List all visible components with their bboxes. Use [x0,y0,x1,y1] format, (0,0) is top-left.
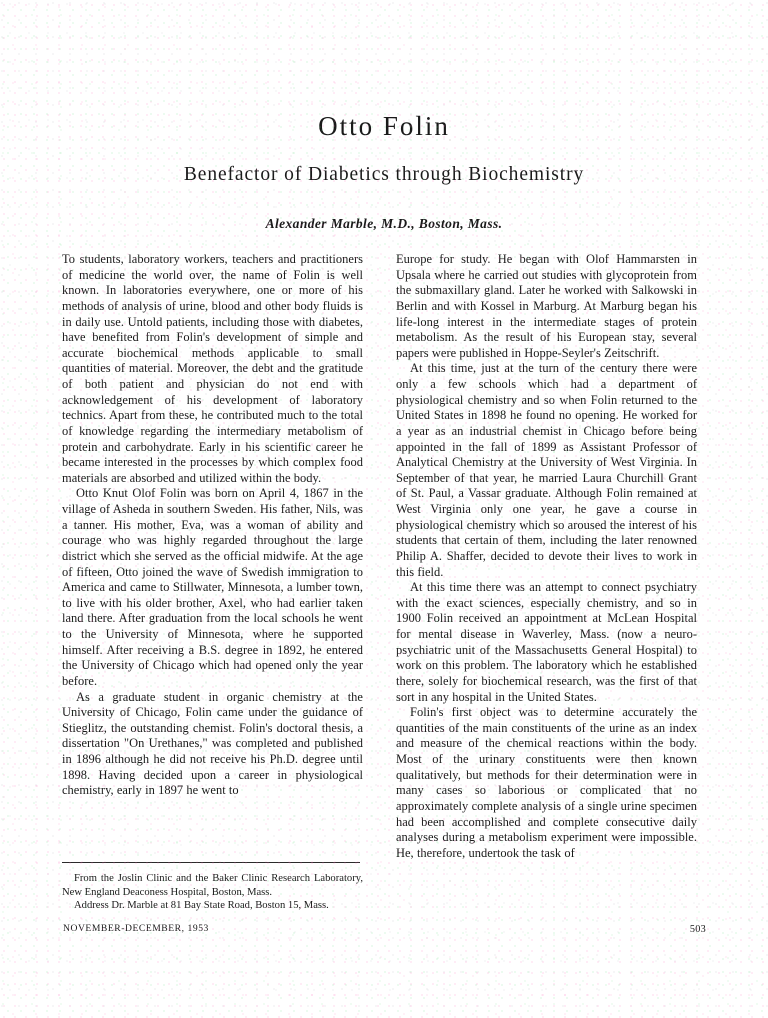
column-right [396,252,697,861]
author-byline: Alexander Marble, M.D., Boston, Mass. [265,216,503,232]
masthead [0,0,768,232]
footnote-address: Address Dr. Marble at 81 Bay State Road, Boston 15, Mass. [74,900,329,912]
footnote-rule [62,862,360,863]
paragraph: At this time there was an attempt to connect psychiatry with the exact sciences, especially chemistry, and so in 1900 Folin received an appointment at McLean Hospital for mental disease in Waverley, Mass. (now a neuro-psychiatric unit of the Massachusetts General Hospital) to work on this problem. The laboratory which he established there, solely for biochemical research, was the first of that sort in any hospital in the United States. [396,580,697,704]
page-subtitle: Benefactor of Diabetics through Biochemistry [183,163,585,185]
paragraph: Europe for study. He began with Olof Hammarsten in Upsala where he carried out studies with glycoprotein from the submaxillary gland. Later he worked with Salkowski in Berlin and with Kossel in Marburg. At Marburg began his life-long interest in the intermediate stages of protein metabolism. As the result of his European stay, several papers were published in Hoppe-Seyler's Zeitschrift. [396,252,697,360]
paragraph: As a graduate student in organic chemistry at the University of Chicago, Folin came under the guidance of Stieglitz, the outstanding chemist. Folin's doctoral thesis, a dissertation "On Urethanes," was completed and published in 1896 although he did not receive his Ph.D. degree until 1898. Having decided upon a career in physiological chemistry, early in 1897 he went to [62,689,363,798]
page-number: 503 [689,924,706,935]
running-foot-issue: NOVEMBER-DECEMBER, 1953 [63,923,209,934]
footnote-block [62,862,363,913]
page-title: Otto Folin [318,111,450,141]
paragraph: Otto Knut Olof Folin was born on April 4, 1867 in the village of Asheda in southern Sweden. His father, Nils, was a tanner. His mother, Eva, was a woman of ability and courage who was highly regarded throughout the large district which she served as the official midwife. At the age of fifteen, Otto joined the wave of Swedish immigration to America and came to Stillwater, Minnesota, a lumber town, to live with his older brother, Axel, who had earlier taken land there. After graduation from the local schools he went to the University of Minnesota, where he supported himself. After receiving a B.S. degree in 1892, he entered the University of Chicago which had opened only the year before. [62,486,363,688]
paragraph: At this time, just at the turn of the century there were only a few schools which had a department of physiological chemistry and so when Folin returned to the United States in 1898 he found no opening. He worked for a year as an industrial chemist in Chicago before being appointed in the fall of 1899 as Assistant Professor of Analytical Chemistry at the University of West Virginia. In September of that year, he married Laura Churchill Grant of St. Paul, a Vassar graduate. Although Folin remained at West Virginia only one year, he gave a course in physiological chemistry which so aroused the interest of his students that certain of them, including the later renowned Philip A. Shaffer, decided to devote their lives to work in this field. [396,361,697,579]
footnote-affiliation: From the Joslin Clinic and the Baker Clinic Research Laboratory, New England Deaconess Hospital, Boston, Mass. [62,873,363,898]
paragraph: To students, laboratory workers, teachers and practitioners of medicine the world over, the name of Folin is well known. In laboratories everywhere, one or more of his methods of analysis of urine, blood and other body fluids is in daily use. Untold patients, including those with diabetes, have benefited from Folin's development of simple and accurate biochemical methods applicable to small quantities of material. Moreover, the debt and the gratitude of both patient and physician do not end with acknowledgement of his development of laboratory technics. Apart from these, he contributed much to the total of knowledge regarding the intermediary metabolism of protein and carbohydrate. Early in his scientific career he became interested in the processes by which complex food materials are absorbed and utilized within the body. [62,252,363,485]
body-columns [62,252,710,861]
paragraph: Folin's first object was to determine accurately the quantities of the main constituents of the urine as an index and measure of the chemical reactions within the body. Most of the urinary constituents were then known qualitatively, but methods for their determination were in many cases so laborious or complicated that no approximately complete analysis of a single urine specimen had been accomplished and complete consecutive daily analyses during a metabolism experiment were impossible. He, therefore, undertook the task of [396,705,697,860]
column-left [62,252,363,861]
